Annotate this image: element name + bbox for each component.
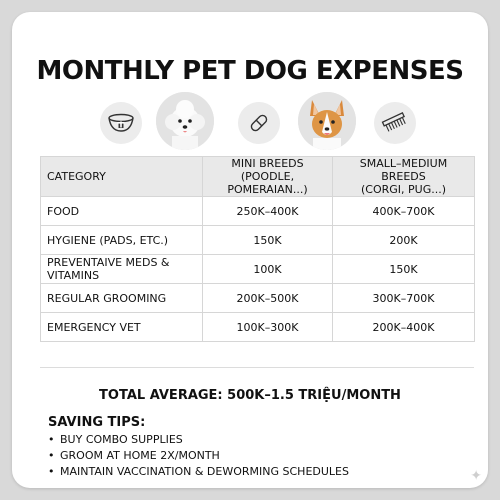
row-mini-value: 200K–500K: [203, 284, 333, 313]
row-small-value: 200K: [333, 226, 475, 255]
total-average: TOTAL AVERAGE: 500K–1.5 TRIỆU/MONTH: [99, 388, 401, 403]
row-small-value: 400K–700K: [333, 197, 475, 226]
header-small-medium-breeds: [333, 157, 475, 197]
saving-tips-title: SAVING TIPS:: [48, 415, 146, 430]
header-small-subtitle: (CORGI, PUG...): [360, 183, 447, 196]
page-title: MONTHLY PET DOG EXPENSES: [36, 56, 464, 86]
table-row: [41, 255, 475, 284]
list-item: • GROOM AT HOME 2X/MONTH: [48, 448, 349, 464]
row-category: EMERGENCY VET: [41, 313, 203, 342]
row-small-value: 300K–700K: [333, 284, 475, 313]
sparkle-icon: ✦: [470, 468, 482, 484]
row-category: PREVENTAIVE MEDS & VITAMINS: [41, 255, 203, 284]
table-row: [41, 284, 475, 313]
row-category: HYGIENE (PADS, ETC.): [41, 226, 203, 255]
row-mini-value: 100K–300K: [203, 313, 333, 342]
row-category: REGULAR GROOMING: [41, 284, 203, 313]
header-small-title: SMALL–MEDIUM BREEDS: [359, 157, 448, 183]
row-small-value: 200K–400K: [333, 313, 475, 342]
row-mini-value: 150K: [203, 226, 333, 255]
row-category: FOOD: [41, 197, 203, 226]
pill-icon: [238, 102, 280, 144]
row-small-value: 150K: [333, 255, 475, 284]
saving-tips-list: [48, 432, 349, 480]
table-header-row: [41, 157, 475, 197]
icon-row: [12, 92, 488, 154]
comb-icon: [374, 102, 416, 144]
expense-card: [12, 12, 488, 488]
poodle-photo: [156, 92, 214, 150]
header-mini-title: MINI BREEDS: [231, 157, 304, 170]
section-divider: [40, 367, 474, 368]
list-item: • BUY COMBO SUPPLIES: [48, 432, 349, 448]
row-mini-value: 250K–400K: [203, 197, 333, 226]
corgi-photo: [298, 92, 356, 150]
header-mini-subtitle: (POODLE, POMERAIAN...): [227, 170, 308, 196]
table-row: [41, 197, 475, 226]
expense-table: [40, 156, 475, 342]
list-item: • MAINTAIN VACCINATION & DEWORMING SCHEDULES: [48, 464, 349, 480]
table-row: [41, 226, 475, 255]
table-row: [41, 313, 475, 342]
row-mini-value: 100K: [203, 255, 333, 284]
header-category: CATEGORY: [41, 157, 203, 197]
pet-bowl-icon: [100, 102, 142, 144]
header-mini-breeds: [203, 157, 333, 197]
